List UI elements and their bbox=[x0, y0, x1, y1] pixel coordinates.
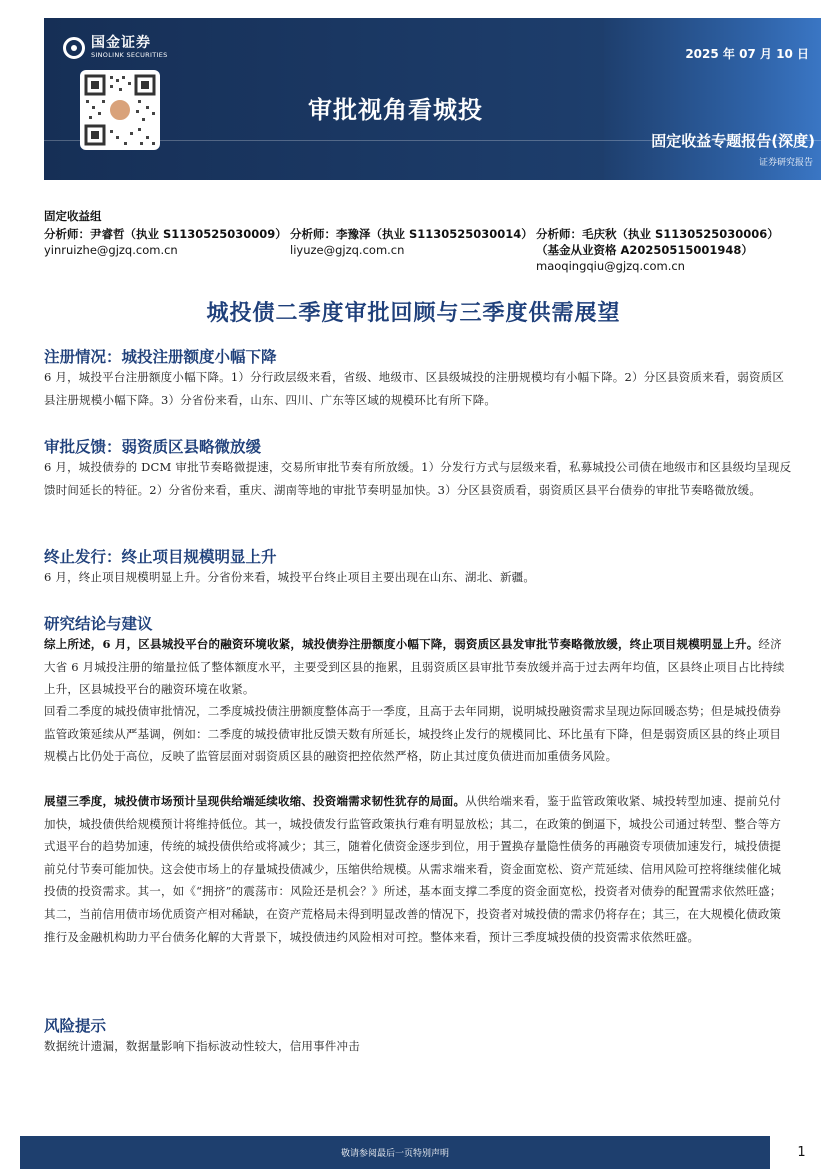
section-text-registration: 6 月，城投平台注册额度小幅下降。1）分行政层级来看，省级、地级市、区县级城投的注册规模均有小幅下降。2）分区县资质来看，弱资质区县注册规模小幅下降。3）分省份来看，山东、四川、广东等区域的规模环比有所下降。 bbox=[44, 370, 785, 407]
section-title-conclusion: 研究结论与建议 bbox=[44, 615, 153, 633]
section-title-risk: 风险提示 bbox=[44, 1017, 107, 1035]
section-title-termination: 终止发行：终止项目规模明显上升 bbox=[44, 548, 277, 566]
section-text-risk: 数据统计遗漏，数据量影响下指标波动性较大，信用事件冲击 bbox=[44, 1039, 360, 1053]
logo-name: 国金证券 bbox=[91, 35, 151, 51]
page-number: 1 bbox=[776, 1136, 827, 1169]
section-text-conclusion-1 bbox=[44, 633, 792, 701]
analyst-1-name: 分析师：尹睿哲（执业 S1130525030009） bbox=[44, 227, 287, 241]
section-title-approval: 审批反馈：弱资质区县略微放缓 bbox=[44, 438, 262, 456]
logo-english-name: SINOLINK SECURITIES bbox=[91, 51, 168, 59]
outlook-bold: 展望三季度，城投债市场预计呈现供给端延续收缩、投资端需求韧性犹存的局面。 bbox=[44, 794, 466, 808]
qr-center-logo bbox=[108, 98, 132, 122]
analyst-3-qualification: （基金从业资格 A20250515001948） bbox=[536, 243, 753, 257]
section-text-conclusion-2: 回看二季度的城投债审批情况，二季度城投债注册额度整体高于一季度，且高于去年同期，说明城投融资需求呈现边际回暖态势；但是城投债券监管政策延续从严基调，例如：二季度的城投债审批反馈天数有所延长，城投终止发行的规模同比、环比虽有下降，但是弱资质区县的终止项目规模占比仍处于高位，反映了监管层面对弱资质区县的融资把控依然严格，防止其过度负债进而加重债务风险。 bbox=[44, 704, 782, 764]
outlook-text: 从供给端来看，鉴于监管政策收紧、城投转型加速、提前兑付加快，城投债供给规模预计将维持低位。其一，城投债发行监管政策执行难有明显放松；其二，在政策的倒逼下，城投公司通过转型、整合等方式退平台的趋势加速，传统的城投债供给或将减少；其三，随着化债资金逐步到位，用于置换存量隐性债务的再融资专项债加速发行，城投债提前兑付节奏可能加快。这会使市场上的存量城投债减少，压缩供给规模。从需求端来看，资金面宽松、资产荒延续、信用风险可控将继续催化城投债的投资需求。其一，如《“拥挤”的震荡市：风险还是机会？》所述，基本面支撑二季度的资金面宽松，投资者对债券的配置需求依然旺盛；其二，当前信用债市场优质资产相对稀缺，在资产荒格局未得到明显改善的情况下，投资者对城投债的需求仍将存在；其三，在大规模化债政策推行及金融机构助力平台债务化解的大背景下，城投债违约风险相对可控。整体来看，预计三季度城投债的投资需求依然旺盛。 bbox=[44, 794, 782, 944]
section-title-registration: 注册情况：城投注册额度小幅下降 bbox=[44, 348, 277, 366]
section-text-conclusion-3 bbox=[44, 790, 792, 948]
analyst-3-name: 分析师：毛庆秋（执业 S1130525030006） bbox=[536, 227, 779, 241]
page-footer bbox=[20, 1136, 770, 1169]
company-logo bbox=[63, 36, 168, 59]
logo-icon bbox=[63, 37, 85, 59]
analyst-2-name: 分析师：李豫泽（执业 S1130525030014） bbox=[290, 227, 533, 241]
report-date: 2025 年 07 月 10 日 bbox=[685, 47, 809, 61]
analyst-2 bbox=[290, 226, 533, 258]
report-banner bbox=[44, 18, 821, 180]
footer-disclaimer: 敬请参阅最后一页特别声明 bbox=[340, 1149, 449, 1159]
page-title: 城投债二季度审批回顾与三季度供需展望 bbox=[206, 301, 621, 326]
section-text-approval: 6 月，城投债券的 DCM 审批节奏略微提速，交易所审批节奏有所放缓。1）分发行方式与层级来看，私募城投公司债在地级市和区县级均呈现反馈时间延长的特征。2）分省份来看，重庆、湖南等地的审批节奏明显加快。3）分区县资质看，弱资质区县平台债券的审批节奏略微放缓。 bbox=[44, 460, 792, 497]
analyst-2-email[interactable]: liyuze@gjzq.com.cn bbox=[290, 243, 405, 257]
report-type: 固定收益专题报告(深度) bbox=[651, 132, 815, 150]
report-title: 审批视角看城投 bbox=[308, 96, 483, 124]
analyst-group: 固定收益组 bbox=[44, 209, 102, 223]
analyst-1 bbox=[44, 226, 287, 258]
qr-code-icon bbox=[80, 70, 160, 150]
conclusion-summary-text: 经济大省 6 月城投注册的缩量拉低了整体额度水平，主要受到区县的拖累，且弱资质区县审批节奏放缓并高于过去两年均值，区县终止项目占比持续上升，区县城投平台的融资环境在收紧。 bbox=[44, 637, 785, 697]
section-text-termination: 6 月，终止项目规模明显上升。分省份来看，城投平台终止项目主要出现在山东、湖北、新疆。 bbox=[44, 570, 536, 584]
analyst-3-email[interactable]: maoqingqiu@gjzq.com.cn bbox=[536, 259, 685, 273]
report-department: 证券研究报告 bbox=[758, 158, 813, 168]
conclusion-summary-bold: 综上所述，6 月，区县城投平台的融资环境收紧，城投债券注册额度小幅下降，弱资质区县发审批节奏略微放缓，终止项目规模明显上升。 bbox=[44, 637, 759, 651]
analyst-1-email[interactable]: yinruizhe@gjzq.com.cn bbox=[44, 243, 178, 257]
analyst-3 bbox=[536, 226, 779, 274]
